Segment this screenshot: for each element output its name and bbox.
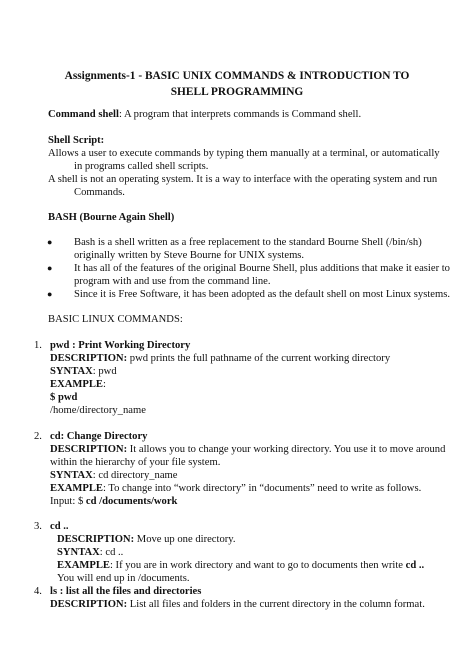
cd-input-label: Input: $: [50, 496, 86, 507]
shell-script-line-2: in programs called shell scripts.: [74, 161, 209, 172]
shell-script-line-4: Commands.: [74, 187, 125, 198]
cd-title: cd: Change Directory: [50, 431, 148, 442]
item-number-3: 3.: [34, 521, 42, 532]
bullet-icon: ●: [47, 289, 53, 299]
cd-up-description-text: Move up one directory.: [134, 534, 236, 545]
cd-syntax-label: SYNTAX: [50, 470, 93, 481]
cd-syntax: [50, 469, 178, 482]
bullet-icon: ●: [47, 263, 53, 273]
bash-bullet-1-line-2: originally written by Steve Bourne for UNIX systems.: [74, 250, 305, 261]
bullet-icon: ●: [47, 237, 53, 247]
cd-example-text: : To change into “work directory” in “documents” need to write as follows.: [102, 483, 422, 494]
shell-script-line-3: A shell is not an operating system. It is a way to interface with the operating system and run: [48, 174, 438, 185]
cd-up-example-label: EXAMPLE: [57, 560, 110, 571]
cd-example: [50, 482, 421, 495]
pwd-title: pwd : Print Working Directory: [50, 340, 191, 351]
ls-description-label: DESCRIPTION:: [50, 599, 128, 610]
shell-script-heading: Shell Script:: [48, 135, 105, 146]
cd-up-example-text: : If you are in work directory and want to go to documents then write: [109, 560, 406, 571]
pwd-description-label: DESCRIPTION:: [50, 353, 128, 364]
pwd-syntax: [50, 365, 117, 378]
cd-description-line-2: within the hierarchy of your file system.: [50, 457, 221, 468]
item-number-1: 1.: [34, 340, 42, 351]
cd-syntax-text: : cd directory_name: [92, 470, 178, 481]
cd-description-label: DESCRIPTION:: [50, 444, 128, 455]
cd-up-syntax-text: : cd ..: [99, 547, 124, 558]
bash-bullet-3-line-1: Since it is Free Software, it has been adopted as the default shell on most Linux systems.: [74, 289, 451, 300]
cd-up-example-command: cd ..: [405, 560, 425, 571]
basic-linux-heading: BASIC LINUX COMMANDS:: [48, 314, 183, 325]
shell-script-line-1: Allows a user to execute commands by typing them manually at a terminal, or automatically: [48, 148, 440, 159]
bash-bullet-1-line-1: Bash is a shell written as a free replacement to the standard Bourne Shell (/bin/sh): [74, 237, 422, 248]
bash-bullet-2-line-2: program with and use from the command line.: [74, 276, 271, 287]
title-block: [40, 68, 434, 100]
pwd-syntax-text: : pwd: [92, 366, 117, 377]
pwd-example-text: :: [102, 379, 106, 390]
cd-up-example: [57, 559, 424, 572]
cd-up-syntax-label: SYNTAX: [57, 547, 100, 558]
command-shell-definition: [48, 108, 361, 121]
cd-description: [50, 443, 445, 456]
bash-bullet-2-line-1: It has all of the features of the original Bourne Shell, plus additions that make it easier to: [74, 263, 450, 274]
cd-input-command: cd /documents/work: [85, 496, 178, 507]
item-number-2: 2.: [34, 431, 42, 442]
cd-description-text: It allows you to change your working directory. You use it to move around: [127, 444, 446, 455]
pwd-output: /home/directory_name: [50, 405, 146, 416]
cd-up-syntax: [57, 546, 123, 559]
command-shell-text: : A program that interprets commands is Command shell.: [118, 109, 362, 120]
cd-input: [50, 495, 177, 508]
pwd-example-label: EXAMPLE: [50, 379, 103, 390]
pwd-description-text: pwd prints the full pathname of the current working directory: [127, 353, 391, 364]
pwd-description: [50, 352, 390, 365]
cd-up-description: [57, 533, 236, 546]
cd-up-description-label: DESCRIPTION:: [57, 534, 135, 545]
ls-description-text: List all files and folders in the current directory in the column format.: [127, 599, 425, 610]
bash-heading: BASH (Bourne Again Shell): [48, 212, 175, 223]
item-number-4: 4.: [34, 586, 42, 597]
cd-example-label: EXAMPLE: [50, 483, 103, 494]
pwd-example: [50, 378, 106, 391]
cd-up-title: cd ..: [50, 521, 69, 532]
title-line-1: Assignments-1 - BASIC UNIX COMMANDS & INTRODUCTION TO: [64, 70, 410, 82]
cd-up-result: You will end up in /documents.: [57, 573, 190, 584]
title-line-2: SHELL PROGRAMMING: [170, 86, 304, 98]
command-shell-label: Command shell: [48, 109, 119, 120]
ls-description: [50, 598, 425, 611]
pwd-syntax-label: SYNTAX: [50, 366, 93, 377]
ls-title: ls : list all the files and directories: [50, 586, 202, 597]
pwd-command: $ pwd: [50, 392, 78, 403]
